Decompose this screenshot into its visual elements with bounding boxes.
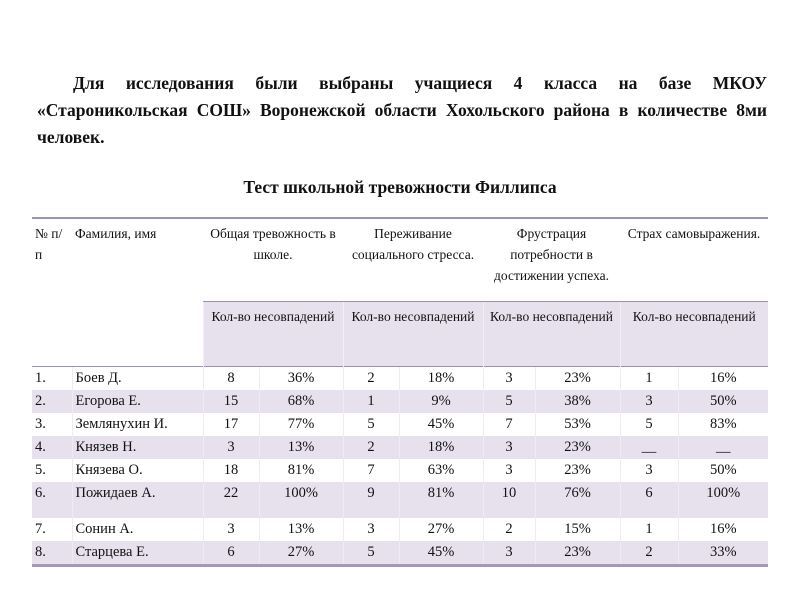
count-cell: 1 — [620, 367, 678, 391]
table-body — [32, 367, 768, 566]
percent-cell: 16% — [678, 518, 768, 541]
header-general-anxiety: Общая тревожность в школе. — [210, 226, 336, 262]
table-caption: Тест школьной тревожности Филлипса — [243, 177, 557, 197]
count-cell: 3 — [483, 459, 535, 482]
percent-cell: 45% — [399, 541, 483, 566]
count-cell: 10 — [483, 482, 535, 518]
percent-cell: 100% — [678, 482, 768, 518]
count-cell: 3 — [483, 436, 535, 459]
subheader-count: Кол-во несовпадений — [343, 302, 483, 367]
row-number: 3. — [35, 416, 46, 432]
percent-cell: 9% — [399, 390, 483, 413]
intro-paragraph — [37, 70, 767, 151]
percent-cell: 18% — [399, 367, 483, 391]
percent-cell: 36% — [259, 367, 343, 391]
count-cell: 3 — [203, 518, 259, 541]
student-name: Сонин А. — [72, 518, 203, 541]
row-number: 8. — [32, 541, 72, 566]
percent-cell: 68% — [259, 390, 343, 413]
percent-cell: 76% — [535, 482, 620, 518]
percent-cell: 53% — [535, 413, 620, 436]
percent-cell: 16% — [678, 367, 768, 391]
count-cell: 7 — [483, 413, 535, 436]
student-name: Старцева Е. — [72, 541, 203, 566]
percent-cell: 45% — [399, 413, 483, 436]
table-row — [32, 367, 768, 391]
percent-cell: 23% — [535, 541, 620, 566]
count-cell: 2 — [620, 541, 678, 566]
count-cell: 17 — [203, 413, 259, 436]
count-cell: 3 — [343, 518, 399, 541]
count-cell: 5 — [343, 413, 399, 436]
percent-cell: 50% — [678, 459, 768, 482]
subheader-count: Кол-во несовпадений — [483, 302, 620, 367]
percent-cell: __ — [678, 436, 768, 459]
count-cell: 2 — [343, 367, 399, 391]
count-cell: 3 — [620, 390, 678, 413]
percent-cell: 100% — [259, 482, 343, 518]
row-number: 5. — [35, 462, 46, 478]
table-row — [32, 518, 768, 541]
student-name: Пожидаев А. — [72, 482, 203, 518]
count-cell: 3 — [203, 436, 259, 459]
table-row — [32, 482, 768, 518]
percent-cell: 23% — [535, 367, 620, 391]
count-cell: 3 — [620, 459, 678, 482]
subheader-count: Кол-во несовпадений — [203, 302, 343, 367]
count-cell: 6 — [203, 541, 259, 566]
percent-cell: 33% — [678, 541, 768, 566]
percent-cell: 23% — [535, 436, 620, 459]
header-frustration: Фрустрация потребности в достижении успеха. — [494, 226, 610, 283]
count-cell: 5 — [343, 541, 399, 566]
percent-cell: 81% — [259, 459, 343, 482]
row-number: 6. — [32, 482, 72, 518]
count-cell: 7 — [343, 459, 399, 482]
percent-cell: 13% — [259, 436, 343, 459]
header-number: № п/п — [35, 226, 63, 262]
count-cell: 3 — [483, 367, 535, 391]
subheader-count: Кол-во несовпадений — [620, 302, 768, 367]
count-cell: 6 — [620, 482, 678, 518]
intro-text: Для исследования были выбраны учащиеся 4 класса на базе МКОУ «Староникольская СОШ» Воронежской области Хохольского района в количестве 8ми человек. — [37, 73, 767, 147]
table-row — [32, 436, 768, 459]
count-cell: 2 — [343, 436, 399, 459]
count-cell: 18 — [203, 459, 259, 482]
table-row — [32, 413, 768, 436]
count-cell: 2 — [483, 518, 535, 541]
table-row — [32, 390, 768, 413]
percent-cell: 23% — [535, 459, 620, 482]
header-name: Фамилия, имя — [75, 226, 157, 241]
percent-cell: 77% — [259, 413, 343, 436]
row-number: 1. — [32, 367, 72, 391]
student-name: Князев Н. — [72, 436, 203, 459]
count-cell: 15 — [203, 390, 259, 413]
student-name: Боев Д. — [72, 367, 203, 391]
percent-cell: 50% — [678, 390, 768, 413]
count-cell: 5 — [483, 390, 535, 413]
percent-cell: 13% — [259, 518, 343, 541]
count-cell: 1 — [343, 390, 399, 413]
percent-cell: 81% — [399, 482, 483, 518]
header-social-stress: Переживание социального стресса. — [351, 226, 475, 262]
student-name: Егорова Е. — [72, 390, 203, 413]
percent-cell: 27% — [399, 518, 483, 541]
row-number: 7. — [35, 521, 46, 537]
percent-cell: 27% — [259, 541, 343, 566]
percent-cell: 38% — [535, 390, 620, 413]
student-name: Князева О. — [72, 459, 203, 482]
count-cell: 9 — [343, 482, 399, 518]
percent-cell: 15% — [535, 518, 620, 541]
row-number: 2. — [32, 390, 72, 413]
count-cell: 22 — [203, 482, 259, 518]
percent-cell: 83% — [678, 413, 768, 436]
count-cell: 8 — [203, 367, 259, 391]
count-cell: 5 — [620, 413, 678, 436]
count-cell: __ — [620, 436, 678, 459]
count-cell: 3 — [483, 541, 535, 566]
header-self-expression-fear: Страх самовыражения. — [627, 226, 761, 241]
student-name: Землянухин И. — [72, 413, 203, 436]
results-table — [32, 217, 768, 567]
percent-cell: 18% — [399, 436, 483, 459]
table-row — [32, 459, 768, 482]
count-cell: 1 — [620, 518, 678, 541]
percent-cell: 63% — [399, 459, 483, 482]
table-row — [32, 541, 768, 566]
row-number: 4. — [32, 436, 72, 459]
